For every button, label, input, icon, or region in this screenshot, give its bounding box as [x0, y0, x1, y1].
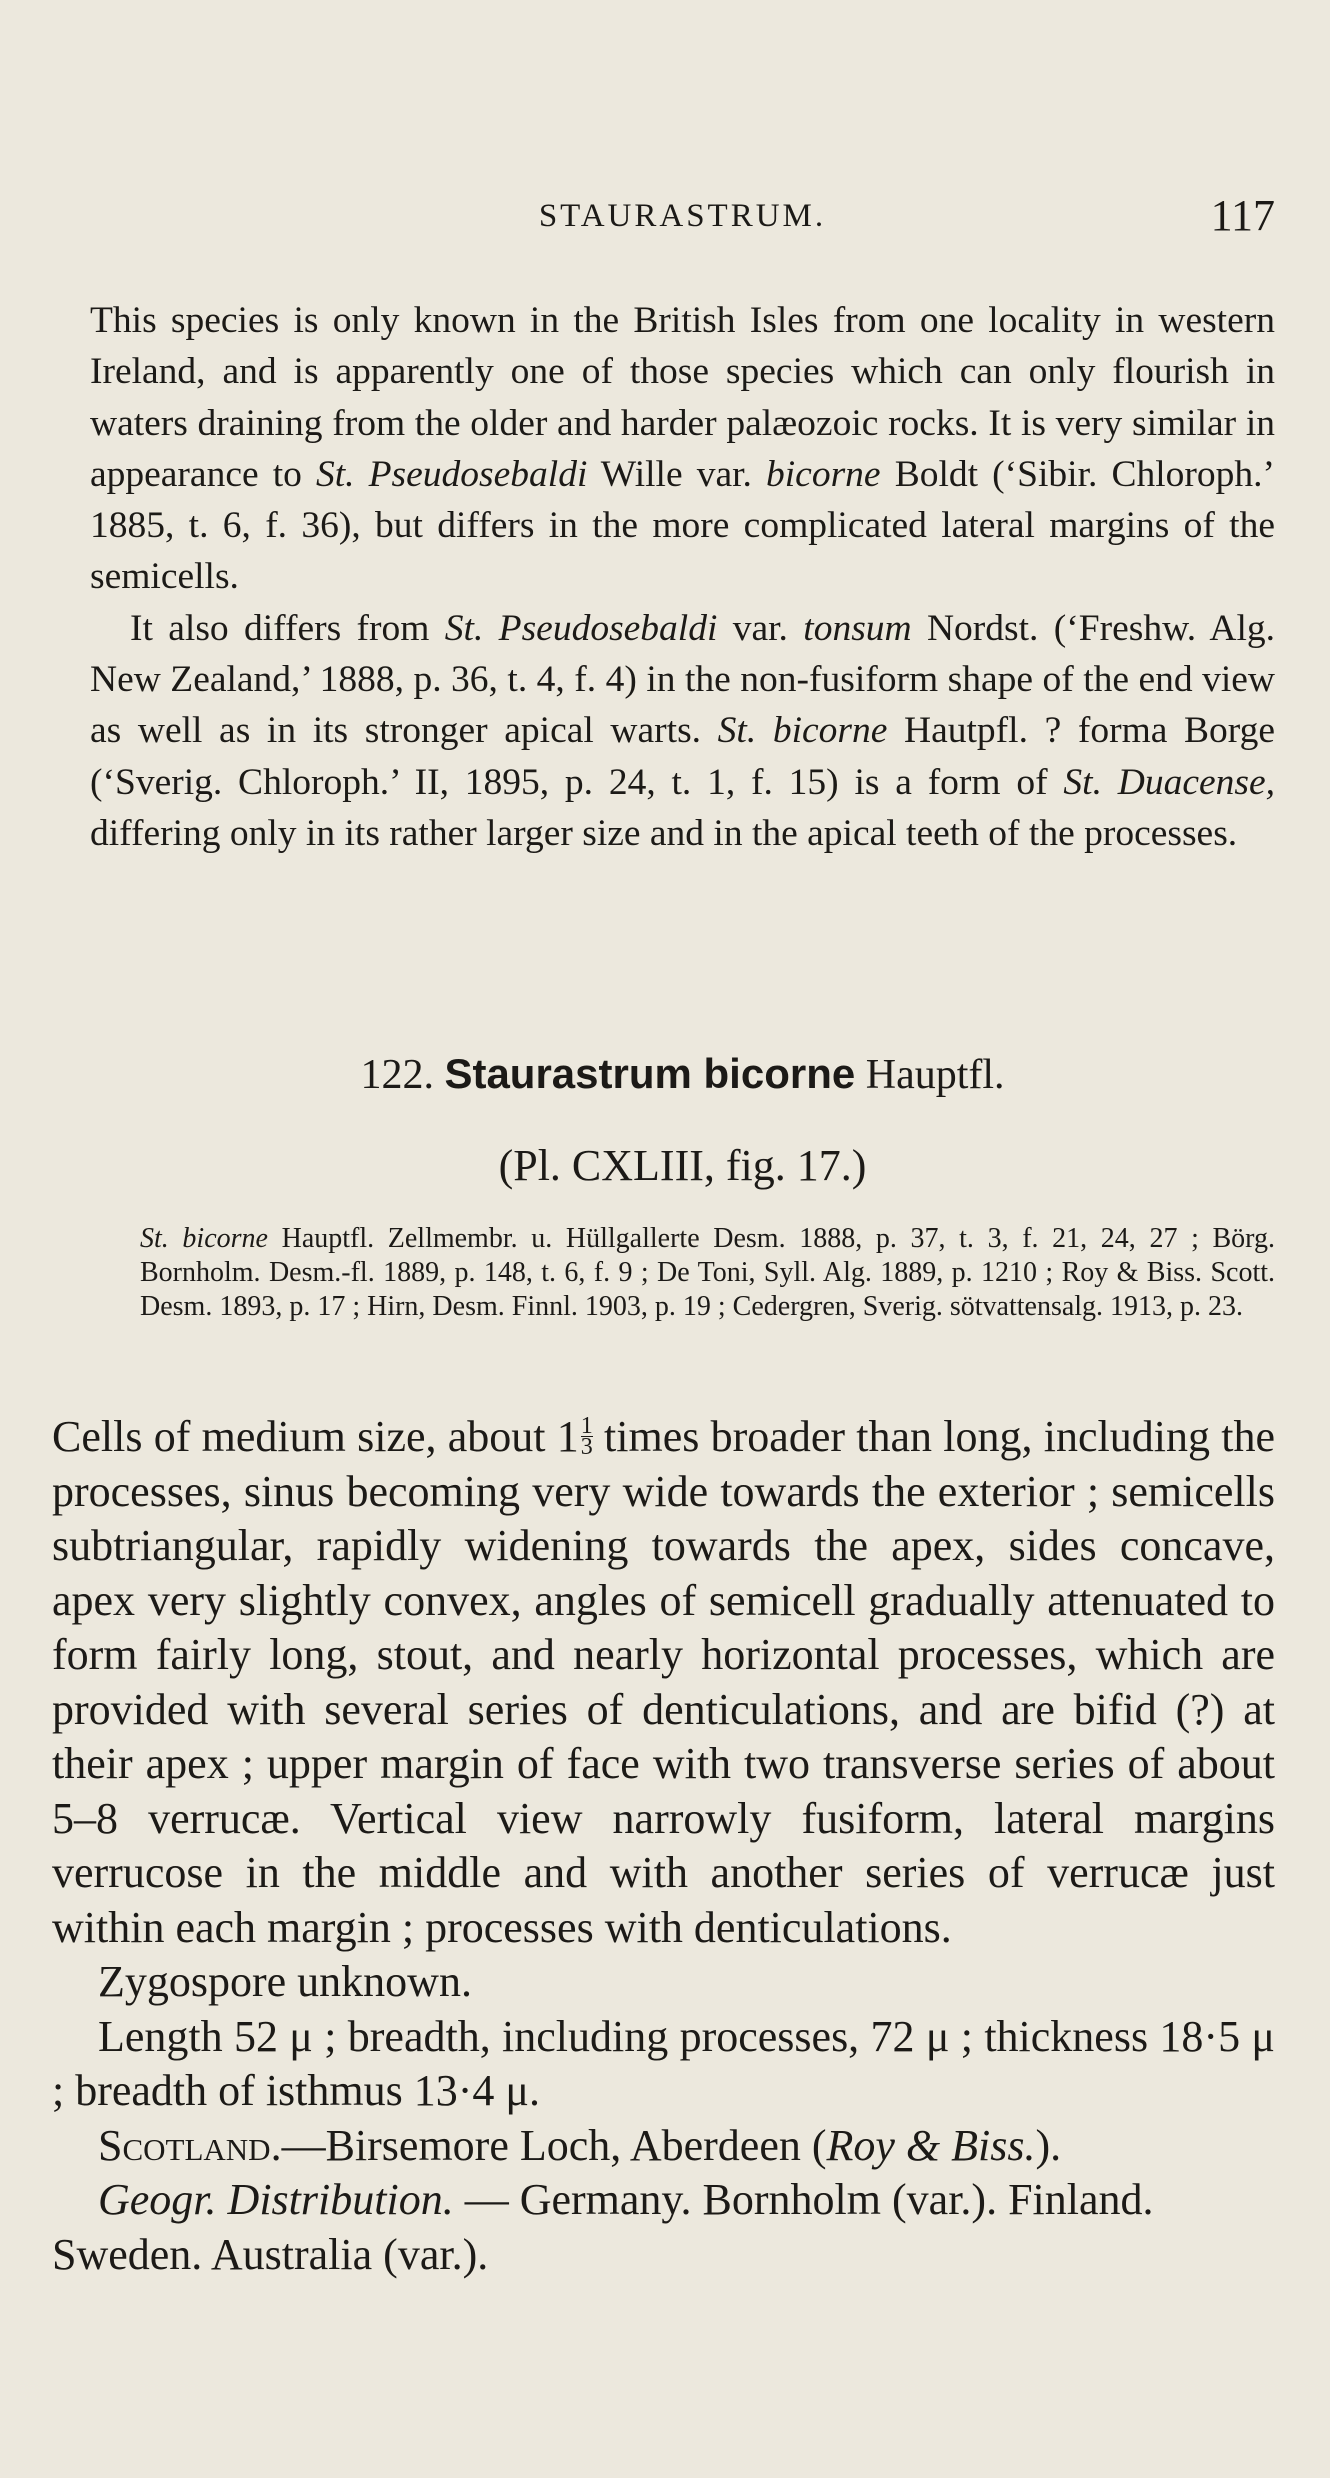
text-run: Boldt (‘Sibir. Chloroph.’ 1885, t. 6, f. 36), but differs in the more complicated lateral margins of the semicells. [90, 453, 1275, 598]
region-label: Scotland. [98, 2120, 282, 2170]
intro-text [90, 295, 1275, 859]
species-name: Staurastrum bicorne [444, 1050, 856, 1097]
text-run: Hauptfl. Zellmembr. u. Hüllgallerte Desm. 1888, p. 37, t. 3, f. 21, 24, 27 ; Börg. Bornholm. Desm.-fl. 1889, p. 148, t. 6, f. 9 ; De Toni, Syll. Alg. 1889, p. 1210 ; Roy & Biss. Scott. Desm. 1893, p. 17 ; Hirn, Desm. Finnl. 1903, p. 19 ; Cedergren, Sverig. sötvattensalg. 1913, p. 23. [140, 1223, 1276, 1322]
taxon-name: bicorne [766, 453, 881, 495]
measurements-line: Length 52 μ ; breadth, including processes, 72 μ ; thickness 18·5 μ ; breadth of isthmus 13·4 μ. [52, 2011, 1275, 2115]
text-run: differing only in its rather larger size and in the apical teeth of the processes. [90, 812, 1238, 854]
distribution-line [52, 2173, 1275, 2282]
species-description [52, 1410, 1275, 2282]
locality-line [52, 2119, 1275, 2174]
taxon-name: St. Pseudosebaldi [444, 607, 718, 649]
species-heading [90, 1050, 1275, 1099]
citation-paragraph [140, 1222, 1275, 1324]
taxon-name: St. bicorne [140, 1223, 268, 1254]
taxon-name: tonsum [803, 607, 912, 649]
fraction-denominator: 3 [580, 1434, 593, 1461]
text-run: Wille var. [587, 453, 767, 495]
text-run: var. [717, 607, 804, 649]
distribution-label: Geogr. Distribution. [98, 2175, 454, 2224]
taxon-name: St. Pseudosebaldi [316, 453, 588, 495]
page-header [90, 190, 1275, 250]
taxon-name: St. Duacense, [1063, 761, 1275, 803]
page-number: 117 [1210, 191, 1275, 240]
text-run: Nordst. (‘Freshw. Alg. New Zealand,’ 1888, p. 36, t. 4, f. 4) in the non-fusiform shape of the end view as well as in its stronger apical warts. [90, 607, 1275, 752]
fraction [580, 1413, 593, 1461]
text-run: Hautpfl. ? forma Borge (‘Sverig. Chloroph.’ II, 1895, p. 24, t. 1, f. 15) is a form of [90, 710, 1275, 803]
intro-paragraph-2 [90, 603, 1275, 859]
species-authority: Hauptfl. [865, 1052, 1005, 1098]
taxon-name: St. bicorne [717, 710, 888, 752]
text-run: This species is only known in the British Isles from one locality in western Ireland, and is apparently one of those species which can only flourish in waters draining from the older and harder palæozoic rocks. It is very similar in appearance to [90, 300, 1275, 495]
running-title: STAURASTRUM. [538, 198, 827, 234]
text-run: — Germany. Bornholm (var.). Finland. Sweden. Australia (var.). [52, 2175, 1154, 2279]
text-run: times broader than long, including the processes, sinus becoming very wide towards the exterior ; semicells subtriangular, rapidly widening towards the apex, sides concave, apex very slightly convex, angles of semicell gradually attenuated to form fairly long, stout, and nearly horizontal processes, which are provided with several series of denticulations, and are bifid (?) at their apex ; upper margin of face with two transverse series of about 5–8 verrucæ. Vertical view narrowly fusiform, lateral margins verrucose in the middle and with another series of verrucæ just within each margin ; processes with denticulations. [52, 1412, 1276, 1952]
zygospore-line: Zygospore unknown. [98, 1957, 472, 2006]
description-paragraph [52, 1410, 1275, 1955]
text-run: ). [1035, 2120, 1062, 2170]
text-run: Cells of medium size, about 1 [52, 1412, 579, 1461]
species-number: 122. [360, 1052, 434, 1098]
plate-reference: (Pl. CXLIII, fig. 17.) [498, 1141, 867, 1190]
text-run: It also differs from [130, 607, 445, 649]
fraction-numerator: 1 [580, 1413, 593, 1440]
intro-paragraph-1 [90, 295, 1275, 603]
citation-block [140, 1222, 1275, 1324]
text-run: —Birsemore Loch, Aberdeen ( [281, 2120, 827, 2170]
author-reference: Roy & Biss. [826, 2120, 1036, 2170]
